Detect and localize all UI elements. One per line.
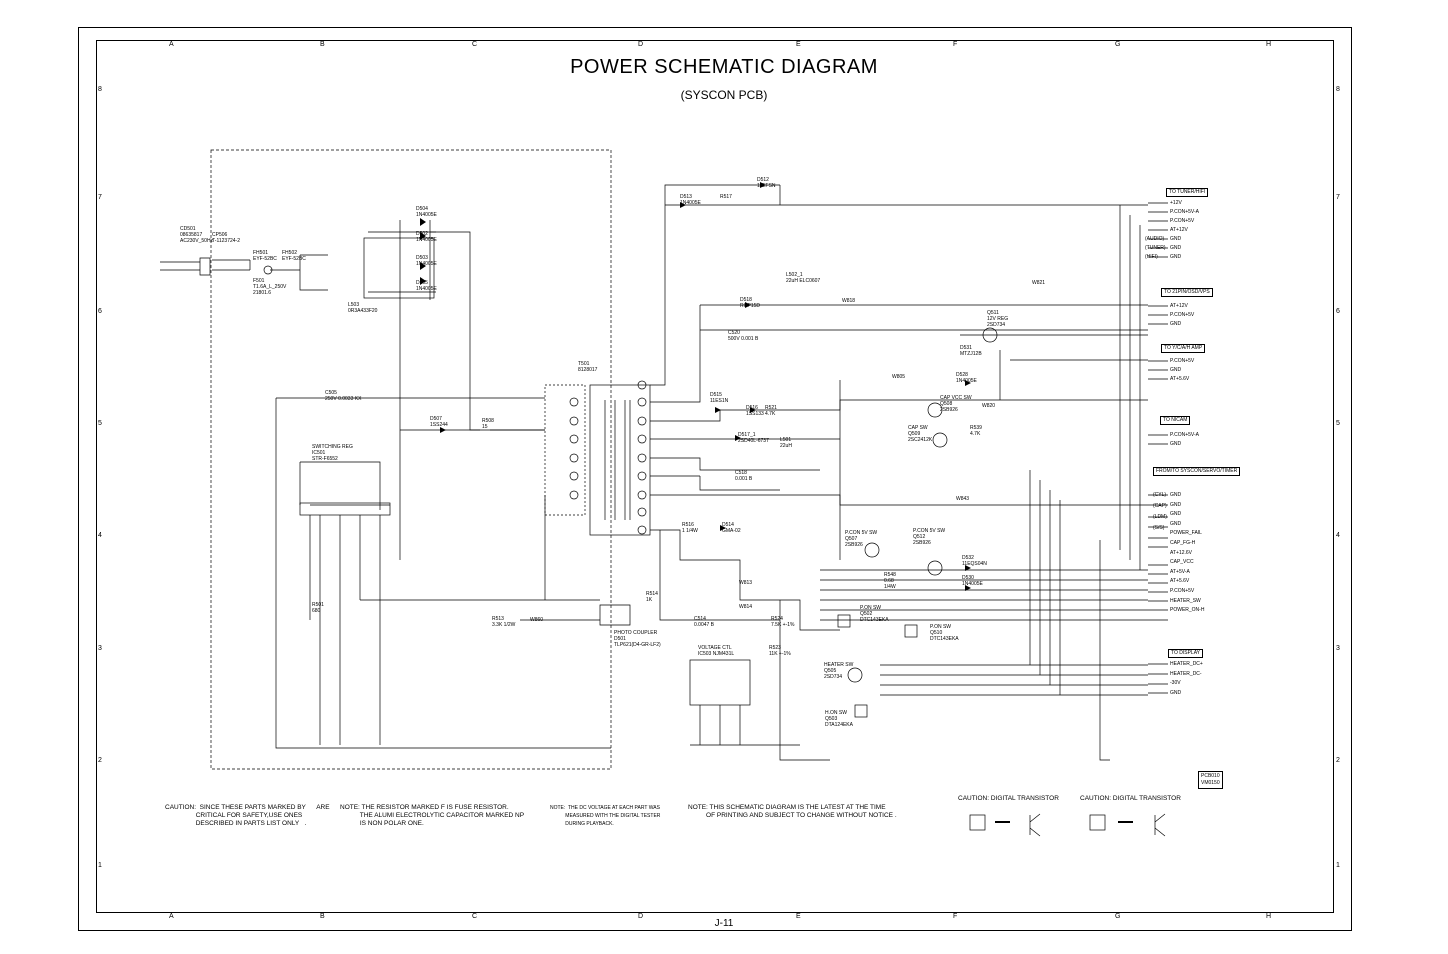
component-q510: P.ON SW Q510 DTC143EKA bbox=[930, 624, 959, 642]
column-marker-D: D bbox=[638, 913, 644, 920]
row-marker-5: 5 bbox=[98, 420, 102, 427]
connector-display: TO DISPLAY bbox=[1168, 649, 1203, 658]
pin-syscon-10: P.CON+5V bbox=[1170, 588, 1195, 594]
pin-display-1: HEATER_DC- bbox=[1170, 670, 1202, 677]
column-marker-G: G bbox=[1115, 41, 1121, 48]
column-marker-H: H bbox=[1266, 913, 1272, 920]
component-q508: CAP VCC SW Q508 2SB926 bbox=[940, 395, 972, 413]
digital-transistor-symbol-2 bbox=[1090, 815, 1105, 830]
component-d517-1: D517_1 2SD40L-6737 bbox=[738, 432, 769, 444]
side-label-syscon-2: (LDM) bbox=[1153, 514, 1167, 520]
doc-code-box bbox=[1198, 771, 1223, 789]
row-marker-4: 4 bbox=[1336, 532, 1340, 539]
row-marker-2: 2 bbox=[98, 757, 102, 764]
resistor-note: NOTE: THE RESISTOR MARKED F IS FUSE RESISTOR. THE ALUMI ELECTROLYTIC CAPACITOR MARKED NP IS NON POLAR ONE. bbox=[340, 804, 525, 827]
component-q511: Q511 12V REG 2SD734 bbox=[987, 310, 1009, 328]
component-d532: D532 11EQS04N bbox=[962, 555, 987, 567]
component-r516: R516 1 1/4W bbox=[682, 522, 698, 534]
component-q502: P.ON SW Q502 DTC143EKA bbox=[860, 605, 889, 623]
component-c520: C520 500V 0.001 B bbox=[728, 330, 759, 342]
component-ic503: VOLTAGE CTL IC503 NJM431L bbox=[698, 645, 735, 657]
column-marker-A: A bbox=[169, 913, 174, 920]
component-w843: W843 bbox=[956, 496, 970, 502]
digital-transistor-caution-1: CAUTION: DIGITAL TRANSISTOR bbox=[958, 795, 1059, 802]
page-subtitle: (SYSCON PCB) bbox=[680, 88, 768, 102]
row-marker-8: 8 bbox=[1336, 86, 1340, 93]
q509-symbol bbox=[933, 433, 947, 447]
latest-note: NOTE: THIS SCHEMATIC DIAGRAM IS THE LATEST AT THE TIME OF PRINTING AND SUBJECT TO CHANGE WITHOUT NOTICE . bbox=[688, 804, 897, 819]
component-d513: D513 1N4005E bbox=[680, 194, 701, 206]
component-d515: D515 11ES1N bbox=[710, 392, 729, 404]
row-marker-3: 3 bbox=[98, 645, 102, 652]
q512-symbol bbox=[928, 561, 942, 575]
pin-syscon-8: AT+5V-A bbox=[1170, 568, 1190, 575]
pin-syscon-2: GND bbox=[1170, 511, 1182, 518]
row-marker-3: 3 bbox=[1336, 645, 1340, 652]
row-marker-1: 1 bbox=[98, 862, 102, 869]
pin-syscon-12: POWER_ON-H bbox=[1170, 607, 1205, 614]
component-r524: R524 7.5K +-1% bbox=[771, 616, 795, 628]
q510-symbol bbox=[905, 625, 917, 637]
side-label-syscon-1: (CAP) bbox=[1153, 503, 1167, 509]
row-marker-8: 8 bbox=[98, 86, 102, 93]
component-ic501: SWITCHING REG IC501 STR-F6552 bbox=[312, 444, 353, 462]
digital-transistor-caution-2: CAUTION: DIGITAL TRANSISTOR bbox=[1080, 795, 1181, 802]
q502-symbol bbox=[838, 615, 850, 627]
component-r523: R523 11K +-1% bbox=[769, 645, 791, 657]
component-r539: R539 4.7K bbox=[970, 425, 982, 437]
side-label-tuner-hifi-1: (TUNER) bbox=[1145, 245, 1166, 251]
pin-syscon-11: HEATER_SW bbox=[1170, 597, 1201, 604]
pin-tuner-hifi-4: GND bbox=[1170, 236, 1182, 242]
pin-osd-vps-2: GND bbox=[1170, 321, 1182, 327]
component-d531: D531 MTZJ12B bbox=[960, 345, 982, 357]
connector-nicam: TO NICAM bbox=[1160, 416, 1190, 425]
component-d516: D516 1SS133 bbox=[746, 405, 764, 417]
connector-osd-vps: TO 21PIN/OSD/VPS bbox=[1161, 288, 1213, 297]
pin-tuner-hifi-3: AT+12V bbox=[1170, 227, 1188, 233]
doc-code-2: VM0150 bbox=[1201, 780, 1220, 786]
doc-code-1: PCB010 bbox=[1201, 773, 1220, 779]
component-f501: F501 T1.6A_L_250V 21801.6 bbox=[253, 278, 287, 296]
pin-ycah-amp-0: P.CON+5V bbox=[1170, 358, 1195, 364]
pin-syscon-5: CAP_FG-H bbox=[1170, 540, 1196, 546]
pin-tuner-hifi-1: P.CON+5V-A bbox=[1170, 209, 1199, 215]
component-d528: D528 1N4005E bbox=[956, 372, 977, 384]
component-q505: HEATER SW Q505 2SD734 bbox=[824, 662, 854, 680]
pin-ycah-amp-2: AT+5.6V bbox=[1170, 376, 1190, 382]
component-d504: D504 1N4005E bbox=[416, 206, 437, 218]
side-label-syscon-3: (S/S) bbox=[1153, 525, 1165, 531]
component-q509: CAP SW Q509 2SC2412K bbox=[908, 425, 933, 443]
component-r501: R501 680 bbox=[312, 602, 324, 614]
component-c505: C505 250V 0.0033 KX bbox=[325, 390, 362, 402]
ac-inlet bbox=[160, 258, 210, 275]
pin-syscon-7: CAP_VCC bbox=[1170, 559, 1194, 566]
pin-display-0: HEATER_DC+ bbox=[1170, 661, 1203, 667]
connector-ycah-amp: TO Y/C/A/H AMP bbox=[1161, 344, 1205, 353]
transformer-t501 bbox=[590, 385, 650, 535]
column-marker-G: G bbox=[1115, 913, 1121, 920]
component-l503: L503 0R3A433F20 bbox=[348, 302, 378, 314]
column-marker-E: E bbox=[796, 41, 801, 48]
component-c514: C514 0.0047 B bbox=[694, 616, 715, 628]
page-number: J-11 bbox=[714, 918, 734, 929]
component-d503: D503 1N4005E bbox=[416, 255, 437, 267]
component-w820: W820 bbox=[982, 403, 996, 409]
side-label-tuner-hifi-0: (AUDIO) bbox=[1145, 236, 1165, 242]
component-cd501: CD501 08635817 AC230V_50Hz bbox=[180, 226, 214, 244]
pin-syscon-0: GND bbox=[1170, 492, 1182, 498]
component-r521: R521 4.7K bbox=[765, 405, 777, 417]
component-r508: R508 15 bbox=[482, 418, 494, 430]
column-marker-A: A bbox=[169, 41, 174, 48]
pin-osd-vps-1: P.CON+5V bbox=[1170, 312, 1195, 318]
component-l502-1: L502_1 22uH ELC0607 bbox=[786, 272, 821, 284]
pin-display-2: -30V bbox=[1170, 680, 1181, 686]
pin-nicam-0: P.CON+5V-A bbox=[1170, 432, 1199, 438]
column-marker-B: B bbox=[320, 913, 325, 920]
pin-tuner-hifi-0: +12V bbox=[1170, 200, 1182, 206]
pin-tuner-hifi-2: P.CON+5V bbox=[1170, 218, 1195, 224]
column-marker-B: B bbox=[320, 41, 325, 48]
column-marker-C: C bbox=[472, 913, 478, 920]
component-w813: W813 bbox=[739, 580, 753, 586]
component-q507: P.CON 5V SW Q507 2SB926 bbox=[845, 530, 878, 548]
component-r513: R513 3.3K 1/2W bbox=[492, 616, 516, 628]
component-d507: D507 1SS244 bbox=[430, 416, 448, 428]
row-marker-1: 1 bbox=[1336, 862, 1340, 869]
component-c518: C518 0.001 B bbox=[735, 470, 753, 482]
row-marker-2: 2 bbox=[1336, 757, 1340, 764]
component-d530: D530 1N4005E bbox=[962, 575, 983, 587]
row-marker-6: 6 bbox=[98, 308, 102, 315]
component-l501: L501 22uH bbox=[780, 437, 792, 449]
component-r517: R517 bbox=[720, 194, 732, 200]
row-marker-6: 6 bbox=[1336, 308, 1340, 315]
component-d512: D512 11EFSN bbox=[757, 177, 776, 189]
digital-transistor-symbol-1 bbox=[970, 815, 985, 830]
pin-tuner-hifi-6: GND bbox=[1170, 254, 1182, 260]
component-q503: H.ON SW Q503 DTA124EKA bbox=[825, 710, 853, 728]
component-d518: D518 RGP15D bbox=[740, 297, 761, 309]
column-marker-E: E bbox=[796, 913, 801, 920]
page-title: POWER SCHEMATIC DIAGRAM bbox=[570, 56, 878, 78]
pin-display-3: GND bbox=[1170, 689, 1182, 696]
column-marker-C: C bbox=[472, 41, 478, 48]
side-label-tuner-hifi-2: (HIFI) bbox=[1145, 254, 1158, 260]
component-cp506: CP506 T-1123724-2 bbox=[212, 232, 240, 244]
column-marker-F: F bbox=[953, 41, 958, 48]
primary-section-outline bbox=[211, 150, 611, 769]
row-marker-7: 7 bbox=[1336, 194, 1340, 201]
component-d502: D502 1N4005E bbox=[416, 231, 437, 243]
caution-safety-note: CAUTION: SINCE THESE PARTS MARKED BY ARE CRITICAL FOR SAFETY,USE ONES DESCRIBED IN PARTS LIST ONLY . bbox=[165, 804, 330, 827]
ic503-body bbox=[690, 660, 750, 705]
dc-voltage-note: NOTE: THE DC VOLTAGE AT EACH PART WAS MEASURED WITH THE DIGITAL TESTER DURING PLAYBACK. bbox=[550, 805, 661, 827]
pin-syscon-4: POWER_FAIL bbox=[1170, 530, 1202, 537]
component-fh501: FH501 EYF-52BC bbox=[253, 250, 277, 262]
component-w821: W821 bbox=[1032, 280, 1046, 286]
pin-syscon-3: GND bbox=[1170, 520, 1182, 527]
column-marker-H: H bbox=[1266, 41, 1272, 48]
connector-syscon: FROM/TO SYSCON/SERVO/TIMER bbox=[1153, 467, 1240, 476]
pin-ycah-amp-1: GND bbox=[1170, 367, 1182, 373]
pin-osd-vps-0: AT+12V bbox=[1170, 303, 1188, 309]
column-marker-F: F bbox=[953, 913, 958, 920]
component-d514: D514 GMA-02 bbox=[722, 522, 741, 534]
component-r548: R548 0.68 1/4W bbox=[884, 572, 896, 590]
column-marker-D: D bbox=[638, 41, 644, 48]
row-marker-7: 7 bbox=[98, 194, 102, 201]
component-w860: W860 bbox=[530, 617, 544, 623]
component-d505: D505 1N4005E bbox=[416, 280, 437, 292]
component-w805: W805 bbox=[892, 374, 906, 380]
component-d501: PHOTO COUPLER D501 TLP621(D4-GR-LF2) bbox=[614, 630, 661, 648]
row-marker-5: 5 bbox=[1336, 420, 1340, 427]
connector-tuner-hifi: TO TUNER/HIFI bbox=[1166, 188, 1208, 197]
side-label-syscon-0: (CYL) bbox=[1153, 492, 1167, 498]
component-w818: W818 bbox=[842, 298, 856, 304]
component-w814: W814 bbox=[739, 604, 753, 610]
row-marker-4: 4 bbox=[98, 532, 102, 539]
component-r514: R514 1K bbox=[646, 591, 658, 603]
q503-symbol bbox=[855, 705, 867, 717]
pin-syscon-9: AT+5.6V bbox=[1170, 578, 1190, 585]
component-fh502: FH502 EYF-52BC bbox=[282, 250, 306, 262]
pin-syscon-1: GND bbox=[1170, 501, 1182, 508]
pin-tuner-hifi-5: GND bbox=[1170, 245, 1182, 251]
pin-nicam-1: GND bbox=[1170, 441, 1182, 447]
component-q512: P.CON 5V SW Q512 2SB926 bbox=[913, 528, 946, 546]
component-t501: T501 8128017 bbox=[578, 361, 598, 373]
pin-syscon-6: AT+12.6V bbox=[1170, 549, 1193, 556]
